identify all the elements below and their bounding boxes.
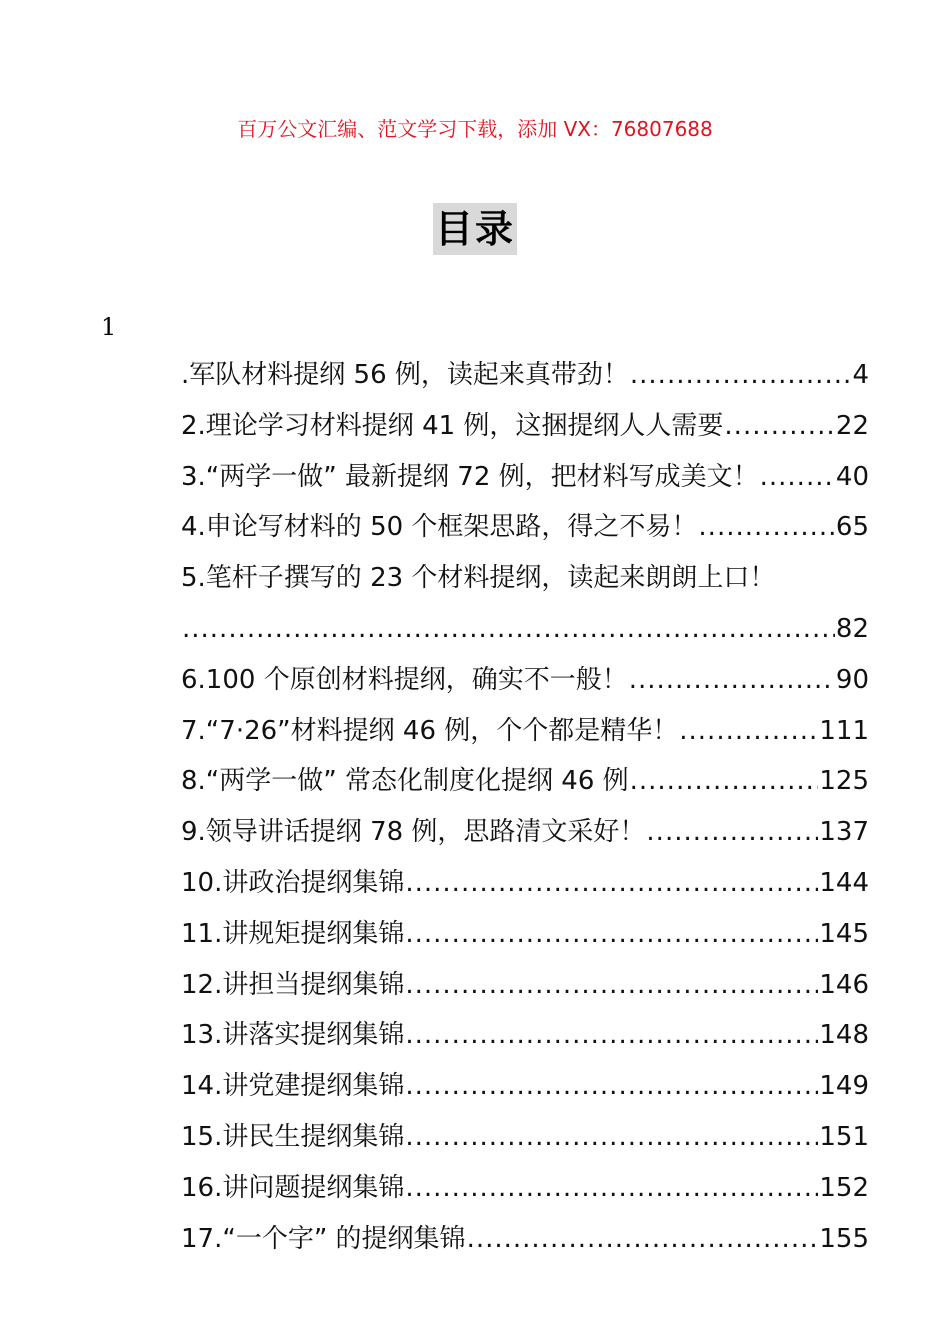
toc-dot-leader xyxy=(405,1010,818,1061)
toc-dot-leader xyxy=(405,1112,818,1163)
toc-dot-leader xyxy=(182,604,835,655)
toc-page-number: 149 xyxy=(819,1071,869,1102)
toc-entry-title: 14.讲党建提纲集锦 xyxy=(181,1071,405,1102)
toc-dot-leader xyxy=(724,401,834,452)
toc-entry-title: 17.“一个字” 的提纲集锦 xyxy=(181,1223,466,1254)
toc-entry[interactable] xyxy=(181,553,869,604)
toc-dot-leader xyxy=(629,655,835,706)
title-container xyxy=(0,203,950,255)
toc-page-number: 145 xyxy=(819,918,869,949)
toc-entry-title: 15.讲民生提纲集锦 xyxy=(181,1121,405,1152)
toc-entry[interactable] xyxy=(181,807,869,858)
toc-entry-title: 8.“两学一做” 常态化制度化提纲 46 例 xyxy=(181,766,629,797)
toc-page-number: 146 xyxy=(819,969,869,1000)
toc-entry-title: 16.讲问题提纲集锦 xyxy=(181,1172,405,1203)
toc-entry-title: 5.笔杆子撰写的 23 个材料提纲，读起来朗朗上口！ xyxy=(181,563,776,594)
toc-page-number: 90 xyxy=(835,664,869,695)
toc-dot-leader xyxy=(405,858,818,909)
toc-entry[interactable] xyxy=(181,401,869,452)
toc-entry[interactable] xyxy=(181,1214,869,1265)
toc-dot-leader xyxy=(467,1214,819,1265)
toc-entry[interactable] xyxy=(181,350,869,401)
toc-dot-leader xyxy=(405,909,818,960)
section-number: 1 xyxy=(101,313,117,341)
toc-entry[interactable] xyxy=(181,706,869,757)
toc-entry-title: 9.领导讲话提纲 78 例，思路清文采好！ xyxy=(181,817,646,848)
toc-entry[interactable] xyxy=(181,1010,869,1061)
toc-entry-title: 13.讲落实提纲集锦 xyxy=(181,1020,405,1051)
toc-page-number: 144 xyxy=(819,867,869,898)
toc-page-number: 137 xyxy=(819,817,869,848)
toc-dot-leader xyxy=(405,1061,818,1112)
toc-entry[interactable] xyxy=(181,604,869,655)
toc-entry-title: 2.理论学习材料提纲 41 例，这捆提纲人人需要 xyxy=(181,410,724,441)
toc-entry[interactable] xyxy=(181,858,869,909)
toc-dot-leader xyxy=(679,706,818,757)
toc-page-number: 22 xyxy=(835,410,869,441)
toc-page-number: 125 xyxy=(819,766,869,797)
toc-entry[interactable] xyxy=(181,909,869,960)
toc-entry[interactable] xyxy=(181,756,869,807)
toc-page-number: 111 xyxy=(819,715,869,746)
toc-entry-title: 10.讲政治提纲集锦 xyxy=(181,867,405,898)
toc-entry-title: 4.申论写材料的 50 个框架思路，得之不易！ xyxy=(181,512,698,543)
toc-page-number: 40 xyxy=(835,461,869,492)
toc-dot-leader xyxy=(760,452,835,503)
toc-dot-leader xyxy=(698,502,834,553)
toc-entry[interactable] xyxy=(181,502,869,553)
toc-page-number: 152 xyxy=(819,1172,869,1203)
toc-entry-title: 7.“7·26”材料提纲 46 例，个个都是精华！ xyxy=(181,715,679,746)
toc-entry[interactable] xyxy=(181,452,869,503)
toc-page-number: 148 xyxy=(819,1020,869,1051)
toc-entry-title: 12.讲担当提纲集锦 xyxy=(181,969,405,1000)
toc-dot-leader xyxy=(630,756,819,807)
toc-page-number: 4 xyxy=(852,360,869,390)
toc-dot-leader xyxy=(646,807,818,858)
toc-entry[interactable] xyxy=(181,960,869,1011)
toc-entry[interactable] xyxy=(181,1163,869,1214)
toc-page-number: 151 xyxy=(819,1121,869,1152)
toc-page-number: 65 xyxy=(835,512,869,543)
table-of-contents xyxy=(181,350,869,1264)
toc-dot-leader xyxy=(630,350,852,401)
toc-entry[interactable] xyxy=(181,1112,869,1163)
toc-entry-title: .军队材料提纲 56 例，读起来真带劲！ xyxy=(181,360,629,390)
toc-page-number: 155 xyxy=(819,1223,869,1254)
page-title: 目录 xyxy=(433,203,517,255)
toc-entry-title: 3.“两学一做” 最新提纲 72 例，把材料写成美文！ xyxy=(181,461,759,492)
toc-entry-title: 6.100 个原创材料提纲，确实不一般！ xyxy=(181,664,628,695)
toc-page-number: 82 xyxy=(835,613,869,644)
toc-dot-leader xyxy=(405,1163,818,1214)
toc-dot-leader xyxy=(405,960,818,1011)
header-banner: 百万公文汇编、范文学习下载，添加 VX：76807688 xyxy=(237,117,713,141)
toc-entry[interactable] xyxy=(181,1061,869,1112)
toc-entry[interactable] xyxy=(181,655,869,706)
toc-entry-title: 11.讲规矩提纲集锦 xyxy=(181,918,405,949)
